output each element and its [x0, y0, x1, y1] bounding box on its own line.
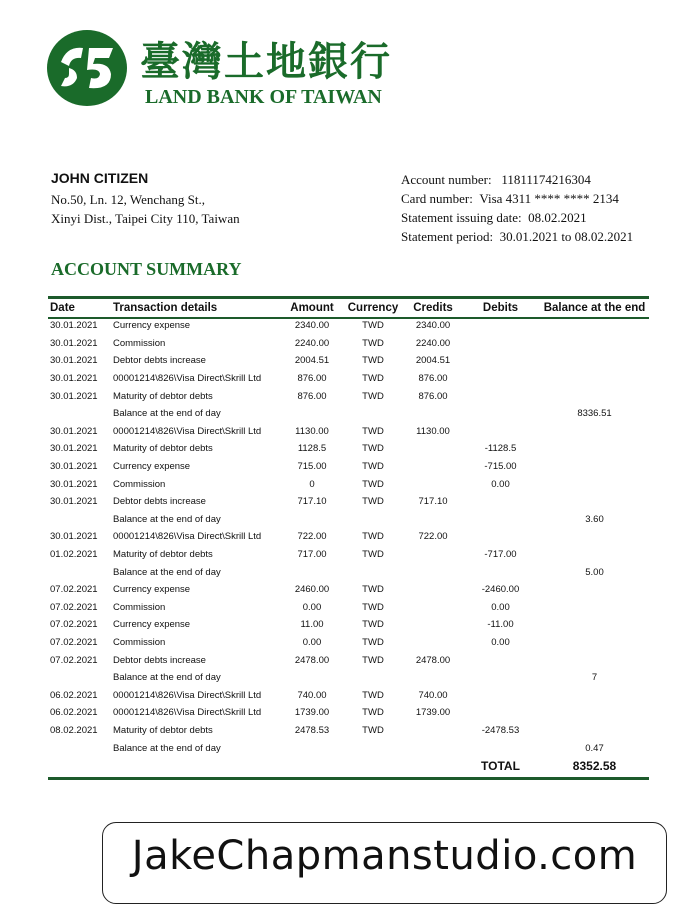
cell-amount: 2240.00	[294, 337, 330, 349]
cell-date: 06.02.2021	[50, 689, 98, 701]
cell-balance	[538, 704, 649, 722]
cell-amount: 2004.51	[294, 355, 330, 367]
cell-date: 06.02.2021	[50, 707, 98, 719]
cell-details: Balance at the end of day	[113, 408, 221, 420]
cell-credits	[403, 669, 461, 687]
cell-debits: 0.00	[491, 636, 510, 648]
cell-currency: TWD	[362, 373, 384, 385]
table-row	[48, 335, 649, 353]
cell-date: 08.02.2021	[50, 724, 98, 736]
cell-balance	[538, 686, 649, 704]
table-row	[48, 722, 649, 740]
table-row	[48, 440, 649, 458]
cell-currency: TWD	[362, 443, 384, 455]
cell-debits: -2460.00	[481, 584, 520, 596]
table-row	[48, 475, 649, 493]
cell-credits: 1739.00	[415, 707, 451, 719]
cell-currency: TWD	[362, 619, 384, 631]
cell-balance	[538, 317, 649, 335]
cell-debits	[461, 423, 538, 441]
cell-currency	[341, 563, 403, 581]
cell-currency	[341, 739, 403, 757]
cell-date: 30.01.2021	[50, 425, 98, 437]
statement-period-value: 30.01.2021 to 08.02.2021	[499, 229, 634, 244]
cell-amount: 11.00	[300, 619, 324, 631]
total-label: TOTAL	[481, 758, 520, 773]
cell-amount: 740.00	[297, 689, 327, 701]
cell-amount: 717.00	[297, 549, 327, 561]
cell-amount: 1128.5	[297, 443, 327, 455]
cell-currency: TWD	[362, 707, 384, 719]
cell-debits	[461, 335, 538, 353]
cell-credits: 876.00	[418, 390, 448, 402]
table-row	[48, 704, 649, 722]
table-row	[48, 458, 649, 476]
cell-credits: 2478.00	[415, 654, 451, 666]
cell-amount	[281, 739, 341, 757]
cell-date	[48, 563, 111, 581]
cell-details: Commission	[113, 337, 166, 349]
cell-amount: 717.10	[297, 496, 327, 508]
card-number-label: Card number:	[401, 191, 473, 206]
cell-balance	[538, 440, 649, 458]
cell-amount: 1739.00	[294, 707, 330, 719]
cell-date: 30.01.2021	[50, 478, 98, 490]
cell-details: Currency expense	[113, 584, 191, 596]
cell-debits	[461, 405, 538, 423]
cell-balance	[538, 387, 649, 405]
cell-debits	[461, 686, 538, 704]
table-row	[48, 528, 649, 546]
cell-date: 30.01.2021	[50, 373, 98, 385]
cell-currency: TWD	[362, 337, 384, 349]
cell-amount	[281, 669, 341, 687]
bank-name-english: LAND BANK OF TAIWAN	[145, 86, 382, 108]
cell-debits	[461, 651, 538, 669]
cell-credits: 876.00	[418, 373, 448, 385]
account-number-row	[401, 170, 633, 189]
cell-currency: TWD	[362, 320, 384, 332]
transactions-table	[48, 299, 649, 757]
cell-details: Balance at the end of day	[113, 672, 221, 684]
cell-currency: TWD	[362, 390, 384, 402]
cell-debits	[461, 563, 538, 581]
statement-period-row	[401, 227, 633, 246]
cell-debits: 0.00	[491, 478, 510, 490]
cell-details: Balance at the end of day	[113, 566, 221, 578]
cell-balance	[538, 458, 649, 476]
table-row	[48, 387, 649, 405]
cell-amount: 722.00	[297, 531, 327, 543]
cell-currency: TWD	[362, 724, 384, 736]
cell-currency	[341, 405, 403, 423]
cell-details: Commission	[113, 636, 166, 648]
balance-row	[48, 563, 649, 581]
cell-date	[48, 511, 111, 529]
cell-amount: 876.00	[297, 373, 327, 385]
cell-date: 07.02.2021	[50, 619, 98, 631]
cell-balance: 8336.51	[577, 408, 612, 420]
watermark-box	[102, 822, 667, 904]
cell-amount: 2478.53	[294, 724, 330, 736]
issuing-date-row	[401, 208, 633, 227]
cell-currency: TWD	[362, 549, 384, 561]
header-amount: Amount	[290, 302, 334, 314]
table-row	[48, 616, 649, 634]
cell-debits: -717.00	[484, 549, 517, 561]
transactions-table-wrapper	[48, 296, 649, 780]
transactions-body	[48, 317, 649, 757]
cell-details: 00001214\826\Visa Direct\Skrill Ltd	[113, 531, 262, 543]
cell-details: Commission	[113, 601, 166, 613]
cell-date: 30.01.2021	[50, 531, 98, 543]
table-row	[48, 581, 649, 599]
cell-debits	[461, 528, 538, 546]
cell-debits	[461, 370, 538, 388]
totals-table	[48, 757, 649, 775]
cell-currency: TWD	[362, 496, 384, 508]
cell-balance: 0.47	[585, 742, 604, 754]
cell-details: Maturity of debtor debts	[113, 549, 213, 561]
cell-currency: TWD	[362, 601, 384, 613]
cell-details: Debtor debts increase	[113, 654, 206, 666]
cell-amount: 0	[309, 478, 315, 490]
cell-debits	[461, 739, 538, 757]
cell-debits	[461, 317, 538, 335]
cell-amount: 2340.00	[294, 320, 330, 332]
cell-details: Maturity of debtor debts	[113, 443, 213, 455]
cell-date: 30.01.2021	[50, 496, 98, 508]
issuing-date-value: 08.02.2021	[528, 210, 587, 225]
cell-currency	[341, 511, 403, 529]
cell-details: 00001214\826\Visa Direct\Skrill Ltd	[113, 689, 262, 701]
table-row	[48, 546, 649, 564]
cell-credits	[403, 475, 461, 493]
cell-currency: TWD	[362, 531, 384, 543]
cell-credits: 717.10	[418, 496, 448, 508]
cell-amount	[281, 405, 341, 423]
cell-balance	[538, 546, 649, 564]
cell-credits	[403, 440, 461, 458]
cell-date: 30.01.2021	[50, 390, 98, 402]
holder-address-line1: No.50, Ln. 12, Wenchang St.,	[51, 192, 205, 207]
total-row	[48, 757, 649, 775]
cell-amount: 2478.00	[294, 654, 330, 666]
statement-period-label: Statement period:	[401, 229, 494, 244]
balance-row	[48, 511, 649, 529]
cell-balance	[538, 423, 649, 441]
cell-amount: 1130.00	[295, 425, 329, 437]
watermark-text: JakeChapmanstudio.com	[131, 833, 638, 879]
cell-date: 30.01.2021	[50, 320, 98, 332]
cell-details: Debtor debts increase	[113, 496, 206, 508]
cell-amount: 715.00	[297, 461, 327, 473]
cell-amount: 0.00	[302, 601, 322, 613]
cell-balance	[538, 651, 649, 669]
cell-balance	[538, 493, 649, 511]
cell-date: 30.01.2021	[50, 337, 98, 349]
cell-details: 00001214\826\Visa Direct\Skrill Ltd	[113, 425, 262, 437]
header-credits: Credits	[413, 302, 453, 314]
header-balance: Balance at the end	[543, 302, 646, 314]
cell-balance	[538, 528, 649, 546]
cell-debits	[461, 352, 538, 370]
cell-balance	[538, 352, 649, 370]
table-row	[48, 352, 649, 370]
cell-details: Maturity of debtor debts	[113, 724, 213, 736]
cell-amount	[281, 511, 341, 529]
cell-details: Commission	[113, 478, 166, 490]
cell-credits	[403, 581, 461, 599]
cell-credits	[403, 458, 461, 476]
cell-currency: TWD	[362, 425, 384, 437]
cell-details: Currency expense	[113, 320, 191, 332]
cell-balance	[538, 599, 649, 617]
table-row	[48, 423, 649, 441]
header-currency: Currency	[347, 302, 399, 314]
table-row	[48, 370, 649, 388]
table-row	[48, 651, 649, 669]
balance-row	[48, 405, 649, 423]
cell-debits: -11.00	[487, 619, 514, 631]
cell-date	[48, 739, 111, 757]
cell-date: 07.02.2021	[50, 601, 98, 613]
table-row	[48, 599, 649, 617]
cell-amount: 876.00	[297, 390, 327, 402]
header-date: Date	[50, 302, 75, 314]
table-header-row	[48, 299, 649, 317]
table-row	[48, 634, 649, 652]
cell-details: Currency expense	[113, 461, 191, 473]
account-number-label: Account number:	[401, 172, 492, 187]
cell-balance	[538, 370, 649, 388]
account-holder-block	[51, 170, 240, 228]
cell-debits	[461, 493, 538, 511]
cell-credits	[403, 563, 461, 581]
account-number-value: 11811174216304	[501, 172, 591, 187]
table-header-rule	[48, 317, 649, 319]
bank-name-chinese: 臺灣土地銀行	[140, 38, 392, 85]
bank-logo	[47, 28, 427, 108]
card-number-row	[401, 189, 633, 208]
cell-balance	[538, 722, 649, 740]
cell-balance: 3.60	[585, 513, 604, 525]
cell-details: Currency expense	[113, 619, 191, 631]
cell-date: 30.01.2021	[50, 461, 98, 473]
cell-debits	[461, 704, 538, 722]
cell-date	[48, 669, 111, 687]
cell-credits: 740.00	[418, 689, 448, 701]
cell-credits	[403, 722, 461, 740]
cell-currency	[341, 669, 403, 687]
cell-date: 07.02.2021	[50, 636, 98, 648]
header-debits: Debits	[482, 302, 519, 314]
cell-debits: 0.00	[491, 601, 510, 613]
cell-debits: -2478.53	[481, 724, 520, 736]
table-row	[48, 317, 649, 335]
cell-debits: -1128.5	[484, 443, 517, 455]
cell-date: 07.02.2021	[50, 654, 98, 666]
cell-debits	[461, 669, 538, 687]
cell-date: 01.02.2021	[50, 549, 98, 561]
cell-currency: TWD	[362, 461, 384, 473]
cell-currency: TWD	[362, 636, 384, 648]
cell-details: Maturity of debtor debts	[113, 390, 213, 402]
cell-balance	[538, 581, 649, 599]
cell-currency: TWD	[362, 584, 384, 596]
table-bottom-rule	[48, 777, 649, 780]
cell-amount: 0.00	[302, 636, 322, 648]
land-bank-logo-icon	[47, 28, 127, 108]
cell-balance	[538, 634, 649, 652]
cell-details: 00001214\826\Visa Direct\Skrill Ltd	[113, 707, 262, 719]
cell-currency: TWD	[362, 355, 384, 367]
cell-date: 30.01.2021	[50, 355, 98, 367]
cell-date: 30.01.2021	[50, 443, 98, 455]
issuing-date-label: Statement issuing date:	[401, 210, 522, 225]
cell-balance: 7	[591, 672, 598, 684]
cell-credits	[403, 634, 461, 652]
account-details-block	[401, 170, 633, 246]
table-row	[48, 686, 649, 704]
cell-credits: 722.00	[418, 531, 448, 543]
card-number-value: Visa 4311 **** **** 2134	[479, 191, 619, 206]
cell-balance	[538, 475, 649, 493]
cell-amount	[281, 563, 341, 581]
cell-date: 07.02.2021	[50, 584, 98, 596]
cell-details: Debtor debts increase	[113, 355, 206, 367]
cell-details: Balance at the end of day	[113, 513, 221, 525]
table-row	[48, 493, 649, 511]
cell-details: 00001214\826\Visa Direct\Skrill Ltd	[113, 373, 262, 385]
cell-credits	[403, 511, 461, 529]
cell-credits: 1130.00	[416, 425, 450, 437]
cell-credits: 2240.00	[415, 337, 451, 349]
cell-credits	[403, 739, 461, 757]
cell-credits	[403, 546, 461, 564]
cell-debits	[461, 511, 538, 529]
holder-address-line2: Xinyi Dist., Taipei City 110, Taiwan	[51, 211, 240, 226]
holder-name: JOHN CITIZEN	[51, 170, 149, 186]
total-value: 8352.58	[572, 758, 617, 773]
cell-details: Balance at the end of day	[113, 742, 221, 754]
cell-credits: 2004.51	[415, 355, 451, 367]
cell-balance	[538, 616, 649, 634]
cell-date	[48, 405, 111, 423]
cell-currency: TWD	[362, 689, 384, 701]
cell-currency: TWD	[362, 478, 384, 490]
cell-debits: -715.00	[484, 461, 517, 473]
account-summary-title: ACCOUNT SUMMARY	[51, 259, 242, 279]
cell-credits	[403, 405, 461, 423]
balance-row	[48, 669, 649, 687]
cell-balance: 5.00	[585, 566, 604, 578]
header-details: Transaction details	[113, 302, 218, 314]
cell-credits	[403, 616, 461, 634]
cell-credits: 2340.00	[415, 320, 451, 332]
cell-amount: 2460.00	[294, 584, 330, 596]
cell-currency: TWD	[362, 654, 384, 666]
cell-balance	[538, 335, 649, 353]
cell-credits	[403, 599, 461, 617]
cell-debits	[461, 387, 538, 405]
balance-row	[48, 739, 649, 757]
